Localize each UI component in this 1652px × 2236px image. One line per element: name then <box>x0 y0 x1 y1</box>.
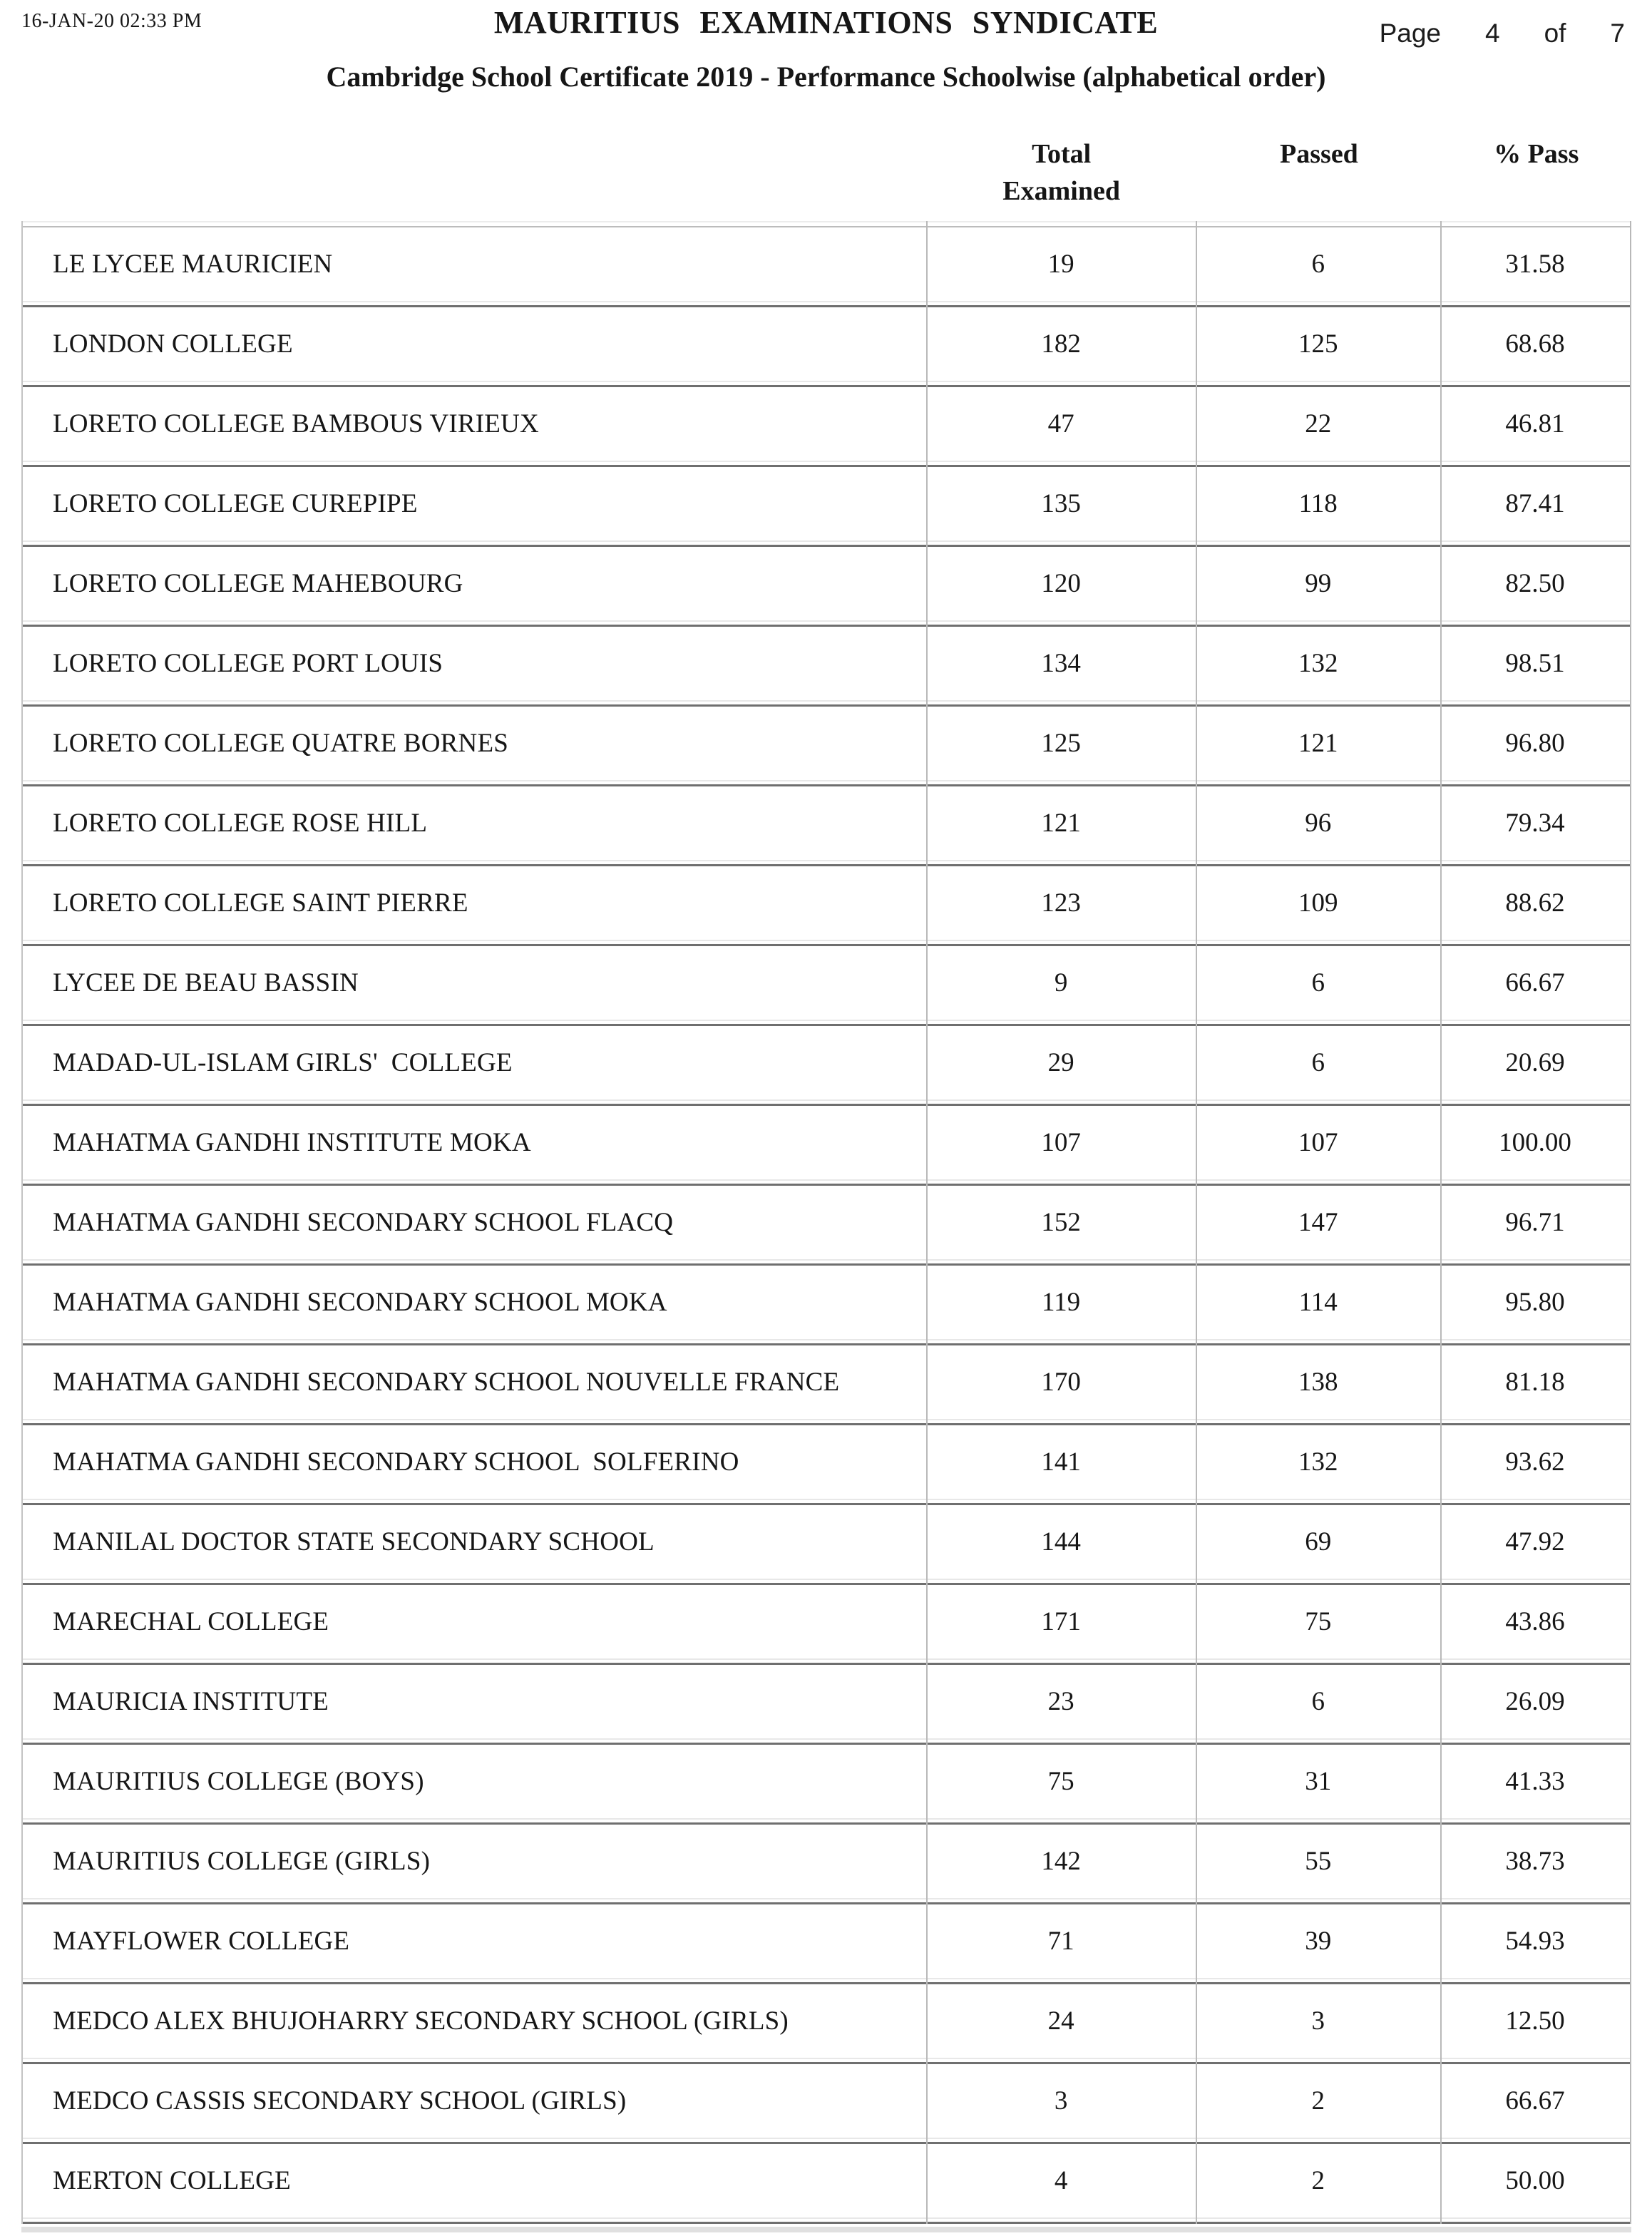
table-row <box>23 1425 1630 1499</box>
pass-percent-value: 82.50 <box>1505 569 1565 598</box>
pass-percent-value: 47.92 <box>1505 1527 1565 1557</box>
pass-percent-value: 66.67 <box>1505 968 1565 998</box>
total-examined-value: 119 <box>1042 1288 1081 1317</box>
table-row <box>23 1505 1630 1579</box>
column-header-passed: Passed <box>1280 139 1358 169</box>
total-examined-value: 125 <box>1041 729 1081 758</box>
total-examined-value: 107 <box>1041 1128 1081 1157</box>
table-row <box>23 1106 1630 1179</box>
row-divider <box>23 1898 1630 1904</box>
page-total-number: 7 <box>1610 19 1625 48</box>
school-name: MERTON COLLEGE <box>53 2166 291 2195</box>
row-divider <box>23 2217 1630 2224</box>
passed-value: 138 <box>1298 1368 1338 1397</box>
print-timestamp: 16-JAN-20 02:33 PM <box>21 10 202 32</box>
row-divider <box>23 940 1630 946</box>
pass-percent-value: 66.67 <box>1505 2086 1565 2116</box>
school-name: MAURITIUS COLLEGE (BOYS) <box>53 1767 424 1796</box>
table-row <box>23 387 1630 461</box>
total-examined-value: 152 <box>1041 1208 1081 1237</box>
school-name: MAYFLOWER COLLEGE <box>53 1927 350 1956</box>
passed-value: 132 <box>1298 649 1338 678</box>
total-examined-value: 123 <box>1041 888 1081 918</box>
table-row <box>23 1984 1630 2058</box>
school-name: LE LYCEE MAURICIEN <box>53 250 333 279</box>
row-divider <box>23 1978 1630 1984</box>
pass-percent-value: 96.71 <box>1505 1208 1565 1237</box>
results-table <box>21 221 1631 2224</box>
pass-percent-value: 43.86 <box>1505 1607 1565 1636</box>
passed-value: 107 <box>1298 1128 1338 1157</box>
school-name: MANILAL DOCTOR STATE SECONDARY SCHOOL <box>53 1527 655 1557</box>
total-examined-value: 142 <box>1041 1847 1081 1876</box>
page-current-number: 4 <box>1484 19 1500 48</box>
table-row <box>23 2064 1630 2138</box>
row-divider <box>23 1579 1630 1585</box>
pass-percent-value: 50.00 <box>1505 2166 1565 2195</box>
row-divider <box>23 1419 1630 1425</box>
row-divider <box>23 1499 1630 1505</box>
column-header-total-line1: Total <box>1032 139 1092 169</box>
row-divider <box>23 1179 1630 1186</box>
school-name: MAHATMA GANDHI INSTITUTE MOKA <box>53 1128 531 1157</box>
passed-value: 6 <box>1311 250 1325 279</box>
column-divider <box>926 221 928 2224</box>
row-divider <box>23 301 1630 307</box>
school-name: MAHATMA GANDHI SECONDARY SCHOOL FLACQ <box>53 1208 674 1237</box>
table-row <box>23 707 1630 780</box>
total-examined-value: 121 <box>1041 809 1081 838</box>
pass-percent-value: 100.00 <box>1499 1128 1571 1157</box>
school-name: MAHATMA GANDHI SECONDARY SCHOOL SOLFERINO <box>53 1447 739 1477</box>
passed-value: 31 <box>1305 1767 1332 1796</box>
total-examined-value: 170 <box>1041 1368 1081 1397</box>
table-row <box>23 1825 1630 1898</box>
total-examined-value: 23 <box>1047 1687 1074 1716</box>
row-divider <box>23 1658 1630 1665</box>
pass-percent-value: 46.81 <box>1505 409 1565 439</box>
passed-value: 6 <box>1311 968 1325 998</box>
row-divider <box>23 780 1630 786</box>
total-examined-value: 9 <box>1054 968 1068 998</box>
passed-value: 6 <box>1311 1048 1325 1077</box>
page-of-label: of <box>1544 19 1566 48</box>
passed-value: 75 <box>1305 1607 1332 1636</box>
table-row <box>23 1745 1630 1818</box>
row-divider <box>23 461 1630 467</box>
row-divider <box>23 620 1630 627</box>
passed-value: 96 <box>1305 809 1332 838</box>
pass-percent-value: 12.50 <box>1505 2006 1565 2036</box>
pagination <box>1380 19 1625 48</box>
table-row <box>23 1026 1630 1099</box>
passed-value: 2 <box>1311 2086 1325 2116</box>
pass-percent-value: 81.18 <box>1505 1368 1565 1397</box>
school-name: MAURICIA INSTITUTE <box>53 1687 329 1716</box>
table-row <box>23 1665 1630 1738</box>
table-row <box>23 227 1630 301</box>
passed-value: 2 <box>1311 2166 1325 2195</box>
table-row <box>23 1266 1630 1339</box>
column-header-school <box>21 135 926 210</box>
pass-percent-value: 98.51 <box>1505 649 1565 678</box>
total-examined-value: 19 <box>1047 250 1074 279</box>
pass-percent-value: 54.93 <box>1505 1927 1565 1956</box>
column-header-total-line2: Examined <box>1002 176 1120 206</box>
column-headers <box>21 135 1631 210</box>
pass-percent-value: 96.80 <box>1505 729 1565 758</box>
total-examined-value: 134 <box>1041 649 1081 678</box>
pass-percent-value: 95.80 <box>1505 1288 1565 1317</box>
passed-value: 125 <box>1298 329 1338 359</box>
school-name: MAHATMA GANDHI SECONDARY SCHOOL MOKA <box>53 1288 667 1317</box>
total-examined-value: 75 <box>1047 1767 1074 1796</box>
total-examined-value: 135 <box>1041 489 1081 518</box>
table-row <box>23 1345 1630 1419</box>
row-divider <box>23 860 1630 866</box>
page-bottom-strip <box>21 2227 1631 2232</box>
passed-value: 55 <box>1305 1847 1332 1876</box>
school-name: LORETO COLLEGE ROSE HILL <box>53 809 428 838</box>
school-name: MAURITIUS COLLEGE (GIRLS) <box>53 1847 431 1876</box>
total-examined-value: 29 <box>1047 1048 1074 1077</box>
school-name: LORETO COLLEGE CUREPIPE <box>53 489 418 518</box>
total-examined-value: 3 <box>1054 2086 1068 2116</box>
table-row <box>23 2144 1630 2217</box>
school-name: MARECHAL COLLEGE <box>53 1607 329 1636</box>
table-row <box>23 866 1630 940</box>
table-row <box>23 1585 1630 1658</box>
column-header-total-examined <box>926 135 1196 210</box>
row-divider <box>23 1818 1630 1825</box>
page-title: MAURITIUS EXAMINATIONS SYNDICATE <box>493 5 1159 40</box>
row-divider <box>23 1738 1630 1745</box>
pass-percent-value: 38.73 <box>1505 1847 1565 1876</box>
school-name: LORETO COLLEGE PORT LOUIS <box>53 649 443 678</box>
table-row <box>23 307 1630 381</box>
school-name: MAHATMA GANDHI SECONDARY SCHOOL NOUVELLE FRANCE <box>53 1368 840 1397</box>
school-name: LONDON COLLEGE <box>53 329 293 359</box>
row-divider <box>23 2058 1630 2064</box>
table-top-border <box>23 221 1630 227</box>
total-examined-value: 144 <box>1041 1527 1081 1557</box>
row-divider <box>23 1339 1630 1345</box>
row-divider <box>23 1259 1630 1266</box>
pass-percent-value: 88.62 <box>1505 888 1565 918</box>
column-divider <box>1196 221 1197 2224</box>
table-row <box>23 1904 1630 1978</box>
row-divider <box>23 1099 1630 1106</box>
table-row <box>23 547 1630 620</box>
total-examined-value: 182 <box>1041 329 1081 359</box>
pass-percent-value: 87.41 <box>1505 489 1565 518</box>
pass-percent-value: 20.69 <box>1505 1048 1565 1077</box>
pass-percent-value: 68.68 <box>1505 329 1565 359</box>
school-name: LORETO COLLEGE BAMBOUS VIRIEUX <box>53 409 539 439</box>
total-examined-value: 120 <box>1041 569 1081 598</box>
passed-value: 39 <box>1305 1927 1332 1956</box>
total-examined-value: 4 <box>1054 2166 1068 2195</box>
pass-percent-value: 93.62 <box>1505 1447 1565 1477</box>
passed-value: 147 <box>1298 1208 1338 1237</box>
pass-percent-value: 41.33 <box>1505 1767 1565 1796</box>
school-name: MEDCO CASSIS SECONDARY SCHOOL (GIRLS) <box>53 2086 627 2116</box>
school-name: MADAD-UL-ISLAM GIRLS' COLLEGE <box>53 1048 513 1077</box>
table-row <box>23 467 1630 540</box>
table-body <box>23 227 1630 2224</box>
table-row <box>23 946 1630 1020</box>
passed-value: 118 <box>1298 489 1338 518</box>
row-divider <box>23 381 1630 387</box>
total-examined-value: 141 <box>1041 1447 1081 1477</box>
passed-value: 121 <box>1298 729 1338 758</box>
row-divider <box>23 2138 1630 2144</box>
passed-value: 22 <box>1305 409 1332 439</box>
row-divider <box>23 700 1630 707</box>
school-name: LORETO COLLEGE MAHEBOURG <box>53 569 463 598</box>
passed-value: 3 <box>1311 2006 1325 2036</box>
pass-percent-value: 26.09 <box>1505 1687 1565 1716</box>
table-row <box>23 1186 1630 1259</box>
passed-value: 114 <box>1298 1288 1338 1317</box>
row-divider <box>23 540 1630 547</box>
total-examined-value: 24 <box>1047 2006 1074 2036</box>
total-examined-value: 47 <box>1047 409 1074 439</box>
table-row <box>23 627 1630 700</box>
row-divider <box>23 1020 1630 1026</box>
passed-value: 99 <box>1305 569 1332 598</box>
table-row <box>23 786 1630 860</box>
passed-value: 132 <box>1298 1447 1338 1477</box>
school-name: LORETO COLLEGE QUATRE BORNES <box>53 729 509 758</box>
passed-value: 6 <box>1311 1687 1325 1716</box>
passed-value: 69 <box>1305 1527 1332 1557</box>
passed-value: 109 <box>1298 888 1338 918</box>
column-header-pass-percent: % Pass <box>1494 139 1579 169</box>
pass-percent-value: 79.34 <box>1505 809 1565 838</box>
report-subtitle: Cambridge School Certificate 2019 - Performance Schoolwise (alphabetical order) <box>326 61 1326 93</box>
column-divider <box>1440 221 1442 2224</box>
total-examined-value: 71 <box>1047 1927 1074 1956</box>
total-examined-value: 171 <box>1041 1607 1081 1636</box>
school-name: LYCEE DE BEAU BASSIN <box>53 968 359 998</box>
school-name: LORETO COLLEGE SAINT PIERRE <box>53 888 468 918</box>
school-name: MEDCO ALEX BHUJOHARRY SECONDARY SCHOOL (GIRLS) <box>53 2006 789 2036</box>
page-label: Page <box>1379 19 1441 48</box>
pass-percent-value: 31.58 <box>1505 250 1565 279</box>
